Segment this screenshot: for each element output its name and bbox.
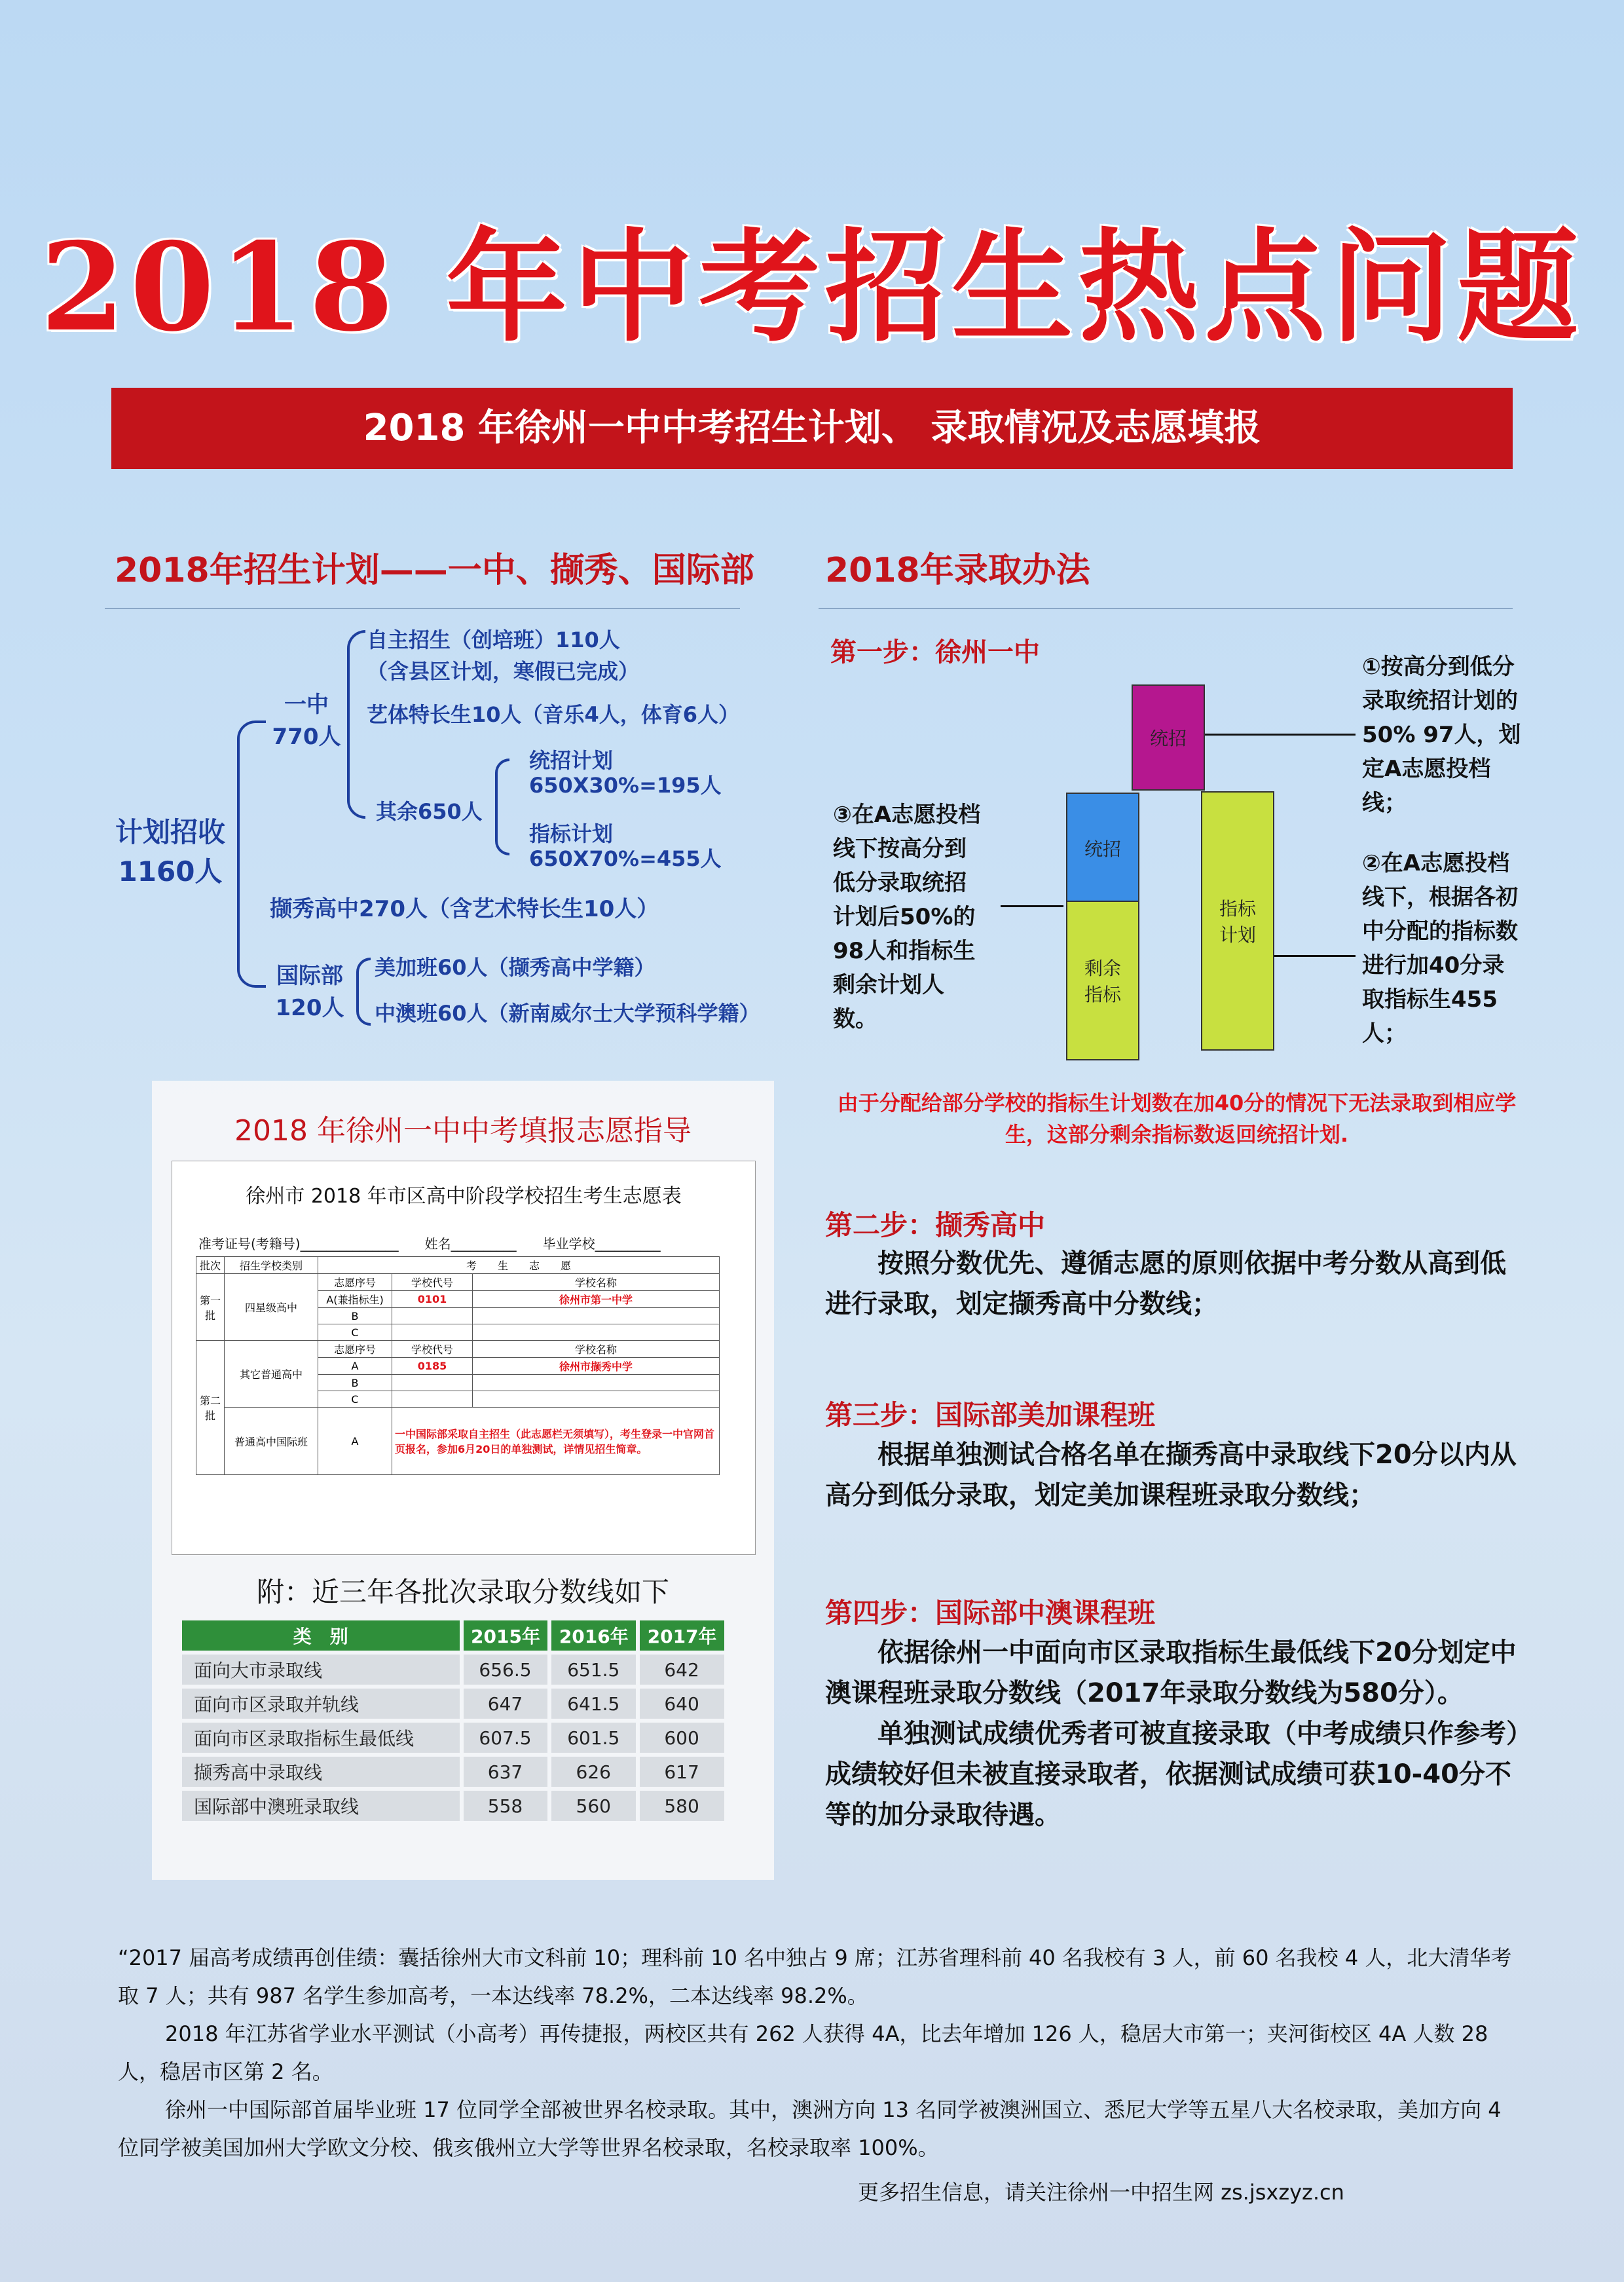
scores-header-3: 2017年 — [640, 1620, 724, 1651]
col-batch: 批次 — [196, 1257, 225, 1274]
col-name: 学校名称 — [473, 1274, 720, 1291]
brace-yizhong — [347, 630, 365, 819]
scores-row-label: 面向市区录取指标生最低线 — [182, 1723, 460, 1753]
col-code: 学校代号 — [392, 1274, 473, 1291]
scores-cell: 607.5 — [464, 1723, 548, 1753]
plan-total-count: 1160人 — [118, 855, 223, 888]
col-code-2: 学校代号 — [392, 1341, 473, 1358]
scores-header-1: 2015年 — [464, 1620, 548, 1651]
batch2: 第二批 — [196, 1341, 225, 1475]
plan-zizhu: 自主招生（创培班）110人 — [367, 627, 620, 652]
bar-index: 指标 计划 — [1201, 791, 1274, 1051]
scores-row — [182, 1791, 724, 1821]
scores-cell: 641.5 — [551, 1689, 636, 1719]
scores-row — [182, 1757, 724, 1787]
scores-row — [182, 1723, 724, 1753]
scores-row-label: 面向大市录取线 — [182, 1655, 460, 1685]
scores-row-label: 国际部中澳班录取线 — [182, 1791, 460, 1821]
scores-cell: 558 — [464, 1791, 548, 1821]
scores-cell: 642 — [640, 1655, 724, 1685]
col-no: 志愿序号 — [318, 1274, 392, 1291]
batch1: 第一批 — [196, 1274, 225, 1341]
arrow-note2 — [1274, 955, 1356, 957]
col-wish: 考 生 志 愿 — [318, 1257, 720, 1274]
plan-yishu: 艺体特长生10人（音乐4人，体育6人） — [367, 702, 740, 727]
note1: ①按高分到低分录取统招计划的50% 97人，划定A志愿投档线； — [1362, 654, 1521, 816]
scores-cell: 647 — [464, 1689, 548, 1719]
wish-b: B — [318, 1308, 392, 1324]
scores-header-0: 类 别 — [182, 1620, 460, 1651]
wish-c: C — [318, 1324, 392, 1341]
arrow-note3 — [1001, 905, 1063, 907]
plan-tongzhao-calc: 650X30%=195人 — [529, 773, 722, 798]
plan-guoji-label: 国际部 — [276, 963, 343, 989]
footer-more: 更多招生信息，请关注徐州一中招生网 zs.jsxzyz.cn — [858, 2180, 1344, 2205]
form-school: 毕业学校__________ — [542, 1236, 661, 1252]
step1-title: 第一步：徐州一中 — [830, 637, 1040, 667]
step2-text: 按照分数优先、遵循志愿的原则依据中考分数从高到低进行录取，划定撷秀高中分数线； — [825, 1248, 1506, 1319]
wish-form — [172, 1161, 756, 1555]
scores-row — [182, 1689, 724, 1719]
bar-remain: 剩余 指标 — [1066, 901, 1139, 1060]
step4-text: 依据徐州一中面向市区录取指标生最低线下20分划定中澳课程班录取分数线（2017年录取分数线为580分）。 — [825, 1637, 1517, 1708]
scores-row-label: 撷秀高中录取线 — [182, 1757, 460, 1787]
footer-p1: “2017 届高考成绩再创佳绩：囊括徐州大市文科前 10；理科前 10 名中独占 9 席；江苏省理科前 40 名我校有 3 人，前 60 名我校 4 人，北大清华考取 7 人；共有 987 名学生参加高考，一本达线率 78.2%，二本达线率 98.2%。 — [118, 1945, 1512, 2008]
col-type: 招生学校类别 — [225, 1257, 318, 1274]
wish-b-2: B — [318, 1375, 392, 1391]
wish-a-3: A — [318, 1408, 392, 1475]
step2-title: 第二步：撷秀高中 — [825, 1209, 1046, 1241]
col-no-2: 志愿序号 — [318, 1341, 392, 1358]
bar-tongzhao: 统招 — [1066, 793, 1139, 903]
scores-body — [182, 1655, 724, 1821]
plan-total — [111, 811, 229, 889]
wish-a-2: A — [318, 1358, 392, 1375]
step4-title: 第四步：国际部中澳课程班 — [825, 1597, 1156, 1629]
plan-heading: 2018年招生计划——一中、撷秀、国际部 — [115, 551, 754, 590]
plan-yizhong-label: 一中 — [284, 692, 329, 718]
note2: ②在A志愿投档线下，根据各初中分配的指标数进行加40分录取指标生455人； — [1362, 850, 1518, 1047]
scores-cell: 656.5 — [464, 1655, 548, 1685]
form-title: 徐州市 2018 年市区高中阶段学校招生考生志愿表 — [246, 1185, 682, 1208]
scores-cell: 600 — [640, 1723, 724, 1753]
step4-text2: 单独测试成绩优秀者可被直接录取（中考成绩只作参考）成绩较好但未被直接录取者，依据测试成绩可获10-40分不等的加分录取待遇。 — [825, 1719, 1519, 1830]
plan-guoji-count: 120人 — [275, 995, 344, 1021]
plan-total-label: 计划招收 — [115, 816, 225, 848]
scores-cell: 580 — [640, 1791, 724, 1821]
plan-meijia: 美加班60人（撷秀高中学籍） — [375, 955, 655, 980]
intl-note: 一中国际部采取自主招生（此志愿栏无须填写），考生登录一中官网首页报名，参加6月20日的单独测试，详情见招生简章。 — [392, 1408, 720, 1475]
banner: 2018 年徐州一中中考招生计划、 录取情况及志愿填报 — [111, 388, 1513, 469]
code1: 0101 — [392, 1291, 473, 1308]
step3-text: 根据单独测试合格名单在撷秀高中录取线下20分以内从高分到低分录取，划定美加课程班录取分数线； — [825, 1440, 1517, 1510]
plan-tongzhao: 统招计划 — [529, 748, 614, 773]
scores-cell: 640 — [640, 1689, 724, 1719]
form-name: 姓名__________ — [424, 1236, 517, 1252]
plan-yizhong-count: 770人 — [272, 724, 341, 750]
plan-divider — [105, 608, 740, 609]
form-info-row — [198, 1233, 755, 1252]
plan-zhibiao: 指标计划 — [529, 821, 614, 846]
scores-cell: 626 — [551, 1757, 636, 1787]
brace-total — [237, 720, 266, 988]
plan-zhibiao-calc: 650X70%=455人 — [529, 846, 722, 871]
bar-tongzhao-top: 统招 — [1132, 684, 1205, 791]
footer-p3: 徐州一中国际部首届毕业班 17 位同学全部被世界名校录取。其中，澳洲方向 13 名同学被澳洲国立、悉尼大学等五星八大名校录取，美加方向 4 位同学被美国加州大学欧文分校、俄亥俄州立大学等世界名校录取，名校录取率 100%。 — [118, 2097, 1502, 2160]
scores-cell: 637 — [464, 1757, 548, 1787]
brace-guoji — [356, 958, 371, 1026]
scores-header-2: 2016年 — [551, 1620, 636, 1651]
type3: 普通高中国际班 — [225, 1408, 318, 1475]
plan-qiyu: 其余650人 — [376, 799, 483, 824]
type1: 四星级高中 — [225, 1274, 318, 1341]
guide-heading: 2018 年徐州一中中考填报志愿指导 — [234, 1114, 692, 1148]
code2: 0185 — [392, 1358, 473, 1375]
note3: ③在A志愿投档线下按高分到低分录取统招计划后50%的98人和指标生剩余计划人数。 — [833, 802, 981, 1032]
form-exam-no: 准考证号(考籍号)_______________ — [198, 1236, 399, 1252]
scores-header-row — [182, 1620, 724, 1651]
admission-divider — [819, 608, 1513, 609]
plan-xiexiu: 撷秀高中270人（含艺术特长生10人） — [270, 896, 659, 922]
scores-heading: 附：近三年各批次录取分数线如下 — [256, 1576, 669, 1608]
form-table — [196, 1256, 720, 1475]
page-title: 2018 年中考招生热点问题 — [40, 215, 1584, 358]
wish-a-index: A(兼指标生) — [318, 1291, 392, 1308]
name1: 徐州市第一中学 — [473, 1291, 720, 1308]
scores-cell: 651.5 — [551, 1655, 636, 1685]
footer-p2: 2018 年江苏省学业水平测试（小高考）再传捷报，两校区共有 262 人获得 4A，比去年增加 126 人，稳居大市第一；夹河街校区 4A 人数 28 人，稳居市区第 2 名。 — [118, 2021, 1488, 2084]
step3-title: 第三步：国际部美加课程班 — [825, 1399, 1156, 1431]
scores-cell: 601.5 — [551, 1723, 636, 1753]
type2: 其它普通高中 — [225, 1341, 318, 1408]
brace-qiyu — [495, 758, 509, 855]
name2: 徐州市撷秀中学 — [473, 1358, 720, 1375]
plan-zhongao: 中澳班60人（新南威尔士大学预科学籍） — [375, 1001, 760, 1026]
admission-heading: 2018年录取办法 — [825, 551, 1090, 590]
col-name-2: 学校名称 — [473, 1341, 720, 1358]
scores-row — [182, 1655, 724, 1685]
arrow-note1 — [1205, 734, 1356, 736]
scores-cell: 560 — [551, 1791, 636, 1821]
plan-guoji — [267, 958, 352, 1022]
plan-yizhong — [267, 686, 346, 751]
scores-cell: 617 — [640, 1757, 724, 1787]
scores-row-label: 面向市区录取并轨线 — [182, 1689, 460, 1719]
plan-zizhu-note: （含县区计划，寒假已完成） — [367, 659, 640, 684]
admission-remark: 由于分配给部分学校的指标生计划数在加40分的情况下无法录取到相应学生，这部分剩余指标数返回统招计划. — [837, 1091, 1517, 1147]
scores-table — [178, 1617, 728, 1825]
wish-c-2: C — [318, 1391, 392, 1408]
